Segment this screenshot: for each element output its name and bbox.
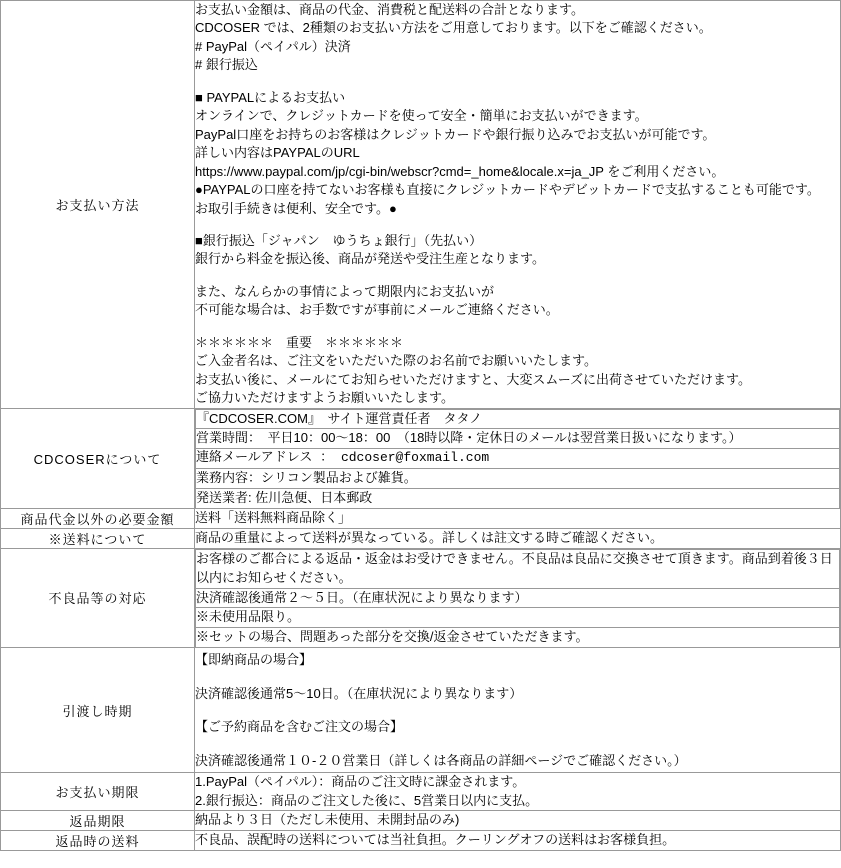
about-subtable — [195, 409, 840, 508]
about-row — [196, 488, 840, 507]
row-label-payment-method: お支払い方法 — [1, 1, 195, 409]
spacer — [195, 739, 840, 749]
table-row-payment-term — [1, 773, 841, 811]
payment-line: # 銀行振込 — [195, 57, 258, 73]
table-row-defect — [1, 548, 841, 647]
table-row-about — [1, 408, 841, 508]
row-value-payment-method — [195, 1, 841, 409]
payment-line: お支払い後に、メールにてお知らせいただけますと、大変スムーズに出荷させていただけます。 — [195, 371, 752, 387]
payment-line: # PayPal（ペイパル）決済 — [195, 38, 351, 54]
row-label-shipping: ※送料について — [1, 528, 195, 548]
defect-line: お客様のご都合による返品・返金はお受けできません。不良品は良品に交換させて頂きます。商品到着後３日以内にお知らせください。 — [196, 549, 840, 588]
defect-row — [196, 549, 840, 588]
payment-line: 銀行から料金を振込後、商品が発送や受注生産となります。 — [195, 251, 545, 267]
defect-line: ※未使用品限り。 — [196, 608, 840, 628]
payment-line: PayPal口座をお持ちのお客様はクレジットカードや銀行振り込みでお支払いが可能です。 — [195, 126, 716, 142]
row-label-return-term: 返品期限 — [1, 810, 195, 830]
table-row-extra-fee — [1, 508, 841, 528]
table-row-delivery — [1, 648, 841, 773]
about-email-line: 連絡メールアドレス ： cdcoser@foxmail.com — [196, 449, 840, 469]
payment-line: CDCOSER では、2種類のお支払い方法をご用意しております。以下をご確認ください。 — [195, 20, 712, 36]
payment-line: オンラインで、クレジットカードを使って安全・簡単にお支払いができます。 — [195, 108, 648, 124]
spacer — [195, 218, 840, 232]
table-row-return-term — [1, 810, 841, 830]
about-row — [196, 409, 840, 429]
payment-term-line: 2.銀行振込：商品のご注文した後に、5営業日以内に支払。 — [195, 792, 539, 808]
delivery-line: 決済確認後通常１０-２０営業日（詳しくは各商品の詳細ページでご確認ください。） — [195, 752, 687, 768]
table-row-return-shipping — [1, 830, 841, 850]
row-value-defect — [195, 548, 841, 647]
payment-line: ●PAYPALの口座を持てないお客様も直接にクレジットカードやデビットカードで支払することも可能です。 — [195, 182, 820, 198]
row-value-shipping: 商品の重量によって送料が異なっている。詳しくは註文する時ご確認ください。 — [195, 528, 841, 548]
about-line: 業務内容：シリコン製品および雑貨。 — [196, 469, 840, 489]
about-row — [196, 429, 840, 449]
defect-row — [196, 588, 840, 608]
payment-line: ＊＊＊＊＊＊ 重要 ＊＊＊＊＊＊ — [195, 334, 404, 350]
payment-term-line: 1.PayPal（ペイパル）：商品のご注文時に課金されます。 — [195, 774, 526, 790]
spacer — [195, 705, 840, 715]
paypal-url-line: https://www.paypal.com/jp/cgi-bin/webscr?cmd=_home&locale.x=ja_JP をご利用ください。 — [195, 163, 725, 179]
spacer — [195, 269, 840, 283]
defect-subtable — [195, 549, 840, 647]
row-value-about — [195, 408, 841, 508]
row-label-about: CDCOSERについて — [1, 408, 195, 508]
row-value-return-shipping: 不良品、誤配時の送料については当社負担。クーリングオフの送料はお客様負担。 — [195, 830, 841, 850]
payment-line: 詳しい内容はPAYPALのURL — [195, 145, 360, 161]
about-line: 営業時間： 平日10：00～18：00 （18時以降・定休日のメールは翌営業日扱いになります。） — [196, 429, 840, 449]
row-label-delivery: 引渡し時期 — [1, 648, 195, 773]
row-label-return-shipping: 返品時の送料 — [1, 830, 195, 850]
defect-row — [196, 608, 840, 628]
payment-line: ご入金者名は、ご注文をいただいた際のお名前でお願いいたします。 — [195, 353, 597, 369]
spacer — [195, 672, 840, 682]
delivery-line: 決済確認後通常5～10日。（在庫状況により異なります） — [195, 685, 523, 701]
about-row — [196, 469, 840, 489]
payment-line: ■ PAYPALによるお支払い — [195, 89, 346, 105]
payment-line: お取引手続きは便利、安全です。● — [195, 200, 397, 216]
payment-line: お支払い金額は、商品の代金、消費税と配送料の合計となります。 — [195, 2, 584, 17]
row-label-payment-term: お支払い期限 — [1, 773, 195, 811]
table-row-payment-method — [1, 1, 841, 409]
row-value-payment-term — [195, 773, 841, 811]
payment-line: 不可能な場合は、お手数ですが事前にメールご連絡ください。 — [195, 302, 559, 318]
table-row-shipping — [1, 528, 841, 548]
payment-line: ご協力いただけますようお願いいたします。 — [195, 390, 454, 406]
about-line: 『CDCOSER.COM』 サイト運営責任者 タタノ — [196, 409, 840, 429]
row-value-delivery — [195, 648, 841, 773]
row-label-defect: 不良品等の対応 — [1, 548, 195, 647]
spacer — [195, 320, 840, 334]
spacer — [195, 75, 840, 89]
about-line: 発送業者: 佐川急便、日本郵政 — [196, 488, 840, 507]
defect-line: ※セットの場合、問題あった部分を交換/返金させていただきます。 — [196, 628, 840, 647]
delivery-line: 【ご予約商品を含むご注文の場合】 — [195, 719, 404, 735]
payment-line: ■銀行振込「ジャパン ゆうちょ銀行」（先払い） — [195, 232, 483, 248]
row-value-return-term: 納品より３日（ただし未使用、未開封品のみ) — [195, 810, 841, 830]
about-row — [196, 449, 840, 469]
defect-line: 決済確認後通常２～５日。（在庫状況により異なります） — [196, 588, 840, 608]
payment-line: また、なんらかの事情によって期限内にお支払いが — [195, 283, 495, 299]
row-value-extra-fee: 送料「送料無料商品除く」 — [195, 508, 841, 528]
defect-row — [196, 628, 840, 647]
row-label-extra-fee: 商品代金以外の必要金額 — [1, 508, 195, 528]
delivery-line: 【即納商品の場合】 — [195, 652, 313, 668]
